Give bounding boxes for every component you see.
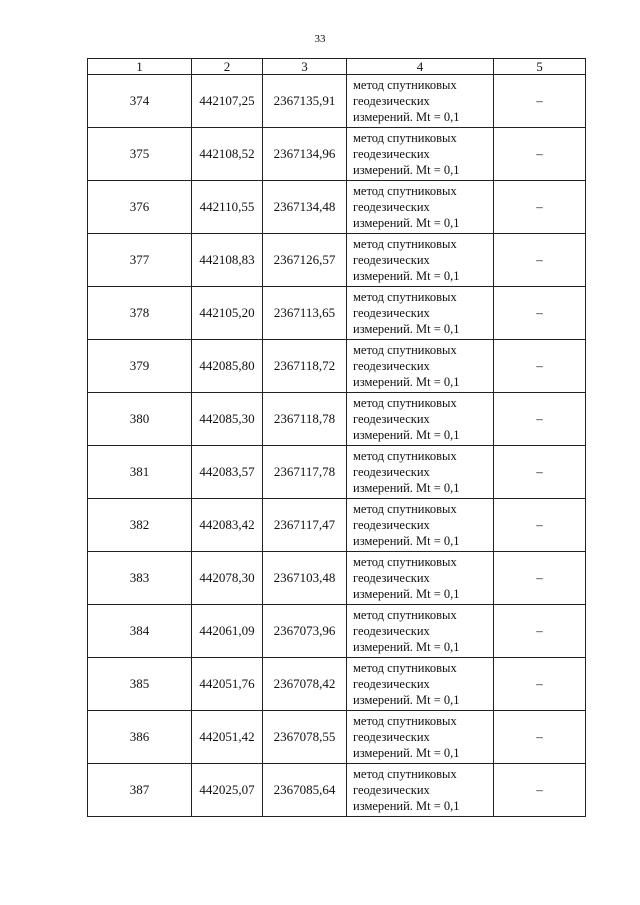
method-line: геодезических [353,677,430,691]
method-cell [347,446,494,499]
note-cell: – [494,499,586,552]
method-line: измерений. Mt = 0,1 [353,269,460,283]
point-number-cell: 384 [88,605,192,658]
method-line: геодезических [353,200,430,214]
method-line: метод спутниковых [353,449,457,463]
point-number-cell: 379 [88,340,192,393]
method-cell [347,605,494,658]
table-row [88,393,586,446]
point-number-cell: 378 [88,287,192,340]
note-cell: – [494,393,586,446]
method-line: метод спутниковых [353,78,457,92]
page-number: 33 [314,33,326,45]
method-line: измерений. Mt = 0,1 [353,481,460,495]
x-coordinate-cell: 442105,20 [192,287,263,340]
method-line: геодезических [353,571,430,585]
note-cell: – [494,287,586,340]
method-line: метод спутниковых [353,184,457,198]
note-cell: – [494,75,586,128]
method-line: измерений. Mt = 0,1 [353,587,460,601]
method-line: метод спутниковых [353,502,457,516]
point-number-cell: 374 [88,75,192,128]
y-coordinate-cell: 2367135,91 [263,75,347,128]
method-line: метод спутниковых [353,555,457,569]
table-row [88,711,586,764]
method-cell [347,234,494,287]
method-line: геодезических [353,730,430,744]
point-number-cell: 382 [88,499,192,552]
note-cell: – [494,446,586,499]
method-line: геодезических [353,412,430,426]
note-cell: – [494,181,586,234]
table-row [88,181,586,234]
table-row [88,552,586,605]
method-line: измерений. Mt = 0,1 [353,428,460,442]
x-coordinate-cell: 442110,55 [192,181,263,234]
method-line: измерений. Mt = 0,1 [353,375,460,389]
y-coordinate-cell: 2367134,96 [263,128,347,181]
point-number-cell: 385 [88,658,192,711]
method-line: метод спутниковых [353,343,457,357]
method-line: измерений. Mt = 0,1 [353,693,460,707]
y-coordinate-cell: 2367073,96 [263,605,347,658]
method-cell [347,75,494,128]
method-line: геодезических [353,253,430,267]
table-row [88,234,586,287]
y-coordinate-cell: 2367126,57 [263,234,347,287]
table-row [88,446,586,499]
method-cell [347,287,494,340]
method-line: измерений. Mt = 0,1 [353,322,460,336]
method-line: измерений. Mt = 0,1 [353,163,460,177]
table-row [88,658,586,711]
x-coordinate-cell: 442061,09 [192,605,263,658]
x-coordinate-cell: 442108,52 [192,128,263,181]
coordinates-table [87,58,586,817]
method-line: метод спутниковых [353,237,457,251]
method-cell [347,340,494,393]
method-line: геодезических [353,306,430,320]
table-row [88,75,586,128]
point-number-cell: 383 [88,552,192,605]
method-line: геодезических [353,783,430,797]
method-line: измерений. Mt = 0,1 [353,799,460,813]
method-line: геодезических [353,518,430,532]
point-number-cell: 376 [88,181,192,234]
note-cell: – [494,711,586,764]
x-coordinate-cell: 442085,30 [192,393,263,446]
point-number-cell: 380 [88,393,192,446]
x-coordinate-cell: 442085,80 [192,340,263,393]
y-coordinate-cell: 2367085,64 [263,764,347,817]
point-number-cell: 387 [88,764,192,817]
method-line: измерений. Mt = 0,1 [353,216,460,230]
method-line: метод спутниковых [353,714,457,728]
method-line: метод спутниковых [353,608,457,622]
x-coordinate-cell: 442078,30 [192,552,263,605]
method-line: метод спутниковых [353,396,457,410]
header-row [88,59,586,75]
method-line: геодезических [353,147,430,161]
x-coordinate-cell: 442025,07 [192,764,263,817]
point-number-cell: 375 [88,128,192,181]
method-line: измерений. Mt = 0,1 [353,110,460,124]
x-coordinate-cell: 442051,76 [192,658,263,711]
header-col-5: 5 [494,59,586,75]
note-cell: – [494,605,586,658]
note-cell: – [494,128,586,181]
method-line: геодезических [353,94,430,108]
note-cell: – [494,340,586,393]
y-coordinate-cell: 2367118,72 [263,340,347,393]
method-cell [347,552,494,605]
x-coordinate-cell: 442083,42 [192,499,263,552]
point-number-cell: 386 [88,711,192,764]
header-col-3: 3 [263,59,347,75]
x-coordinate-cell: 442108,83 [192,234,263,287]
method-line: метод спутниковых [353,131,457,145]
method-line: метод спутниковых [353,661,457,675]
table-row [88,287,586,340]
y-coordinate-cell: 2367117,78 [263,446,347,499]
method-cell [347,181,494,234]
method-cell [347,393,494,446]
note-cell: – [494,658,586,711]
table-header [88,59,586,75]
table-row [88,605,586,658]
method-cell [347,764,494,817]
y-coordinate-cell: 2367117,47 [263,499,347,552]
note-cell: – [494,234,586,287]
point-number-cell: 381 [88,446,192,499]
table-row [88,499,586,552]
header-col-2: 2 [192,59,263,75]
method-cell [347,128,494,181]
method-line: метод спутниковых [353,290,457,304]
table-body [88,75,586,817]
method-cell [347,658,494,711]
x-coordinate-cell: 442083,57 [192,446,263,499]
note-cell: – [494,552,586,605]
y-coordinate-cell: 2367078,55 [263,711,347,764]
y-coordinate-cell: 2367134,48 [263,181,347,234]
y-coordinate-cell: 2367103,48 [263,552,347,605]
header-col-4: 4 [347,59,494,75]
x-coordinate-cell: 442107,25 [192,75,263,128]
y-coordinate-cell: 2367118,78 [263,393,347,446]
y-coordinate-cell: 2367078,42 [263,658,347,711]
table-row [88,128,586,181]
method-line: геодезических [353,624,430,638]
x-coordinate-cell: 442051,42 [192,711,263,764]
method-line: измерений. Mt = 0,1 [353,640,460,654]
point-number-cell: 377 [88,234,192,287]
y-coordinate-cell: 2367113,65 [263,287,347,340]
header-col-1: 1 [88,59,192,75]
method-line: измерений. Mt = 0,1 [353,746,460,760]
note-cell: – [494,764,586,817]
method-cell [347,499,494,552]
method-cell [347,711,494,764]
method-line: метод спутниковых [353,767,457,781]
method-line: геодезических [353,359,430,373]
method-line: геодезических [353,465,430,479]
table-row [88,340,586,393]
method-line: измерений. Mt = 0,1 [353,534,460,548]
table-row [88,764,586,817]
